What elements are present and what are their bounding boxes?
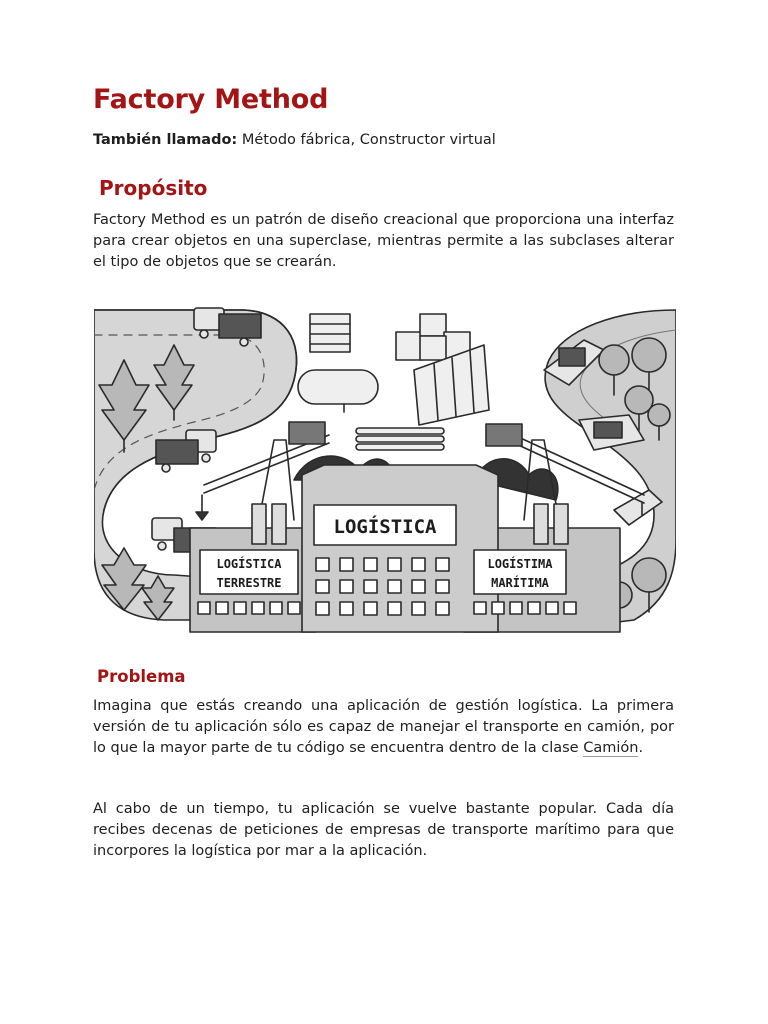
class-name-term: Camión — [583, 739, 639, 756]
problem-heading: Problema — [97, 667, 186, 686]
page-title: Factory Method — [93, 84, 329, 115]
also-known-as-value: Método fábrica, Constructor virtual — [237, 132, 496, 148]
main-factory-sign: LOGÍSTICA — [333, 516, 437, 538]
sea-logistics-sign-line2: MARÍTIMA — [491, 576, 549, 590]
also-known-as-label: También llamado: — [93, 132, 238, 148]
land-logistics-sign-line2: TERRESTRE — [216, 576, 282, 590]
problem-p1-end: . — [638, 739, 644, 756]
problem-p1-text: Imagina que estás creando una aplicación de gestión logística. La primera versión de tu aplicación sólo es capaz de manejar el transporte en camión, por lo que la mayor parte de tu código se encuentra dentro de la clase — [93, 698, 674, 756]
problem-paragraph-2: Al cabo de un tiempo, tu aplicación se vuelve bastante popular. Cada día recibes decenas de peticiones de empresas de transporte marítimo para que incorpores la logística por mar a la aplicación. — [93, 801, 674, 859]
also-known-as — [93, 132, 496, 148]
logistics-illustration — [94, 300, 676, 640]
land-logistics-sign-line1: LOGÍSTICA — [216, 557, 282, 571]
sea-logistics-sign-line1: LOGÍSTIMA — [487, 557, 553, 571]
problem-paragraph-1 — [93, 696, 674, 758]
intent-paragraph: Factory Method es un patrón de diseño creacional que proporciona una interfaz para crear objetos en una superclase, mientras permite a las subclases alterar el tipo de objetos que se crearán. — [93, 212, 674, 270]
intent-heading: Propósito — [99, 176, 208, 200]
